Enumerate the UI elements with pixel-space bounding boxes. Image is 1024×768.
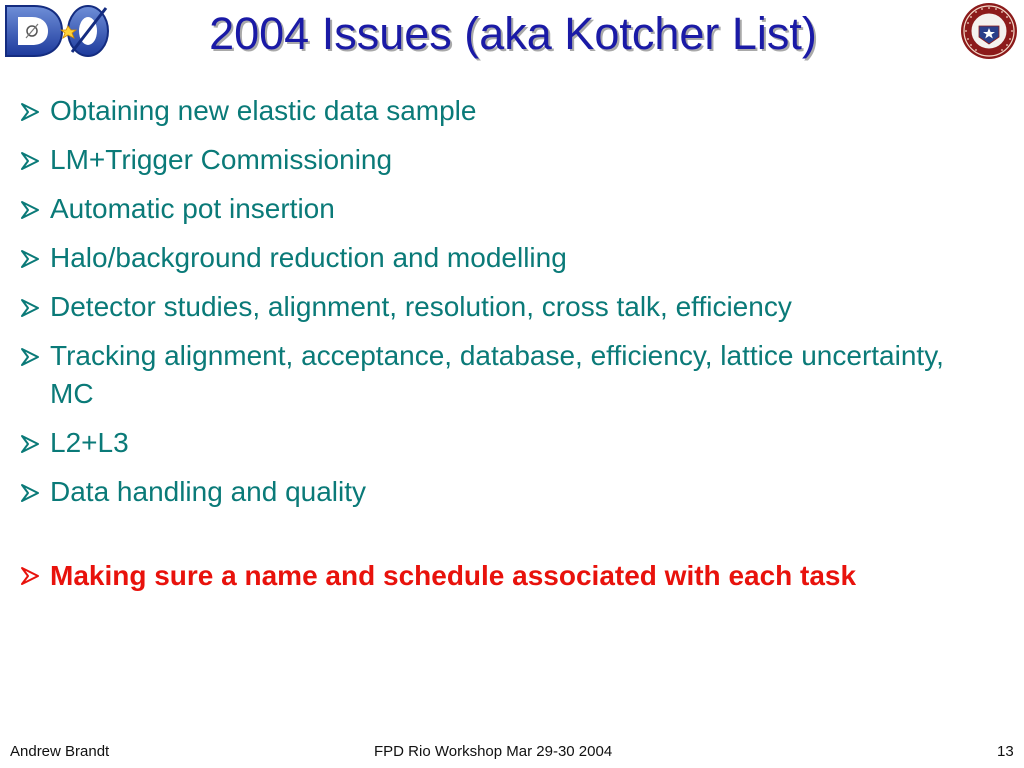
emphasis-list-item bbox=[20, 556, 980, 596]
list-item bbox=[20, 190, 980, 228]
footer-author: Andrew Brandt bbox=[10, 743, 110, 760]
bullet-text: Tracking alignment, acceptance, database, efficiency, lattice uncertainty, MC bbox=[50, 340, 944, 409]
arrow-bullet-icon bbox=[20, 566, 40, 586]
footer-page-number: 13 bbox=[997, 743, 1014, 760]
footer-event: FPD Rio Workshop Mar 29-30 2004 bbox=[374, 743, 613, 760]
bullet-text: Data handling and quality bbox=[50, 476, 367, 507]
arrow-bullet-icon bbox=[20, 347, 40, 367]
bullet-text: Obtaining new elastic data sample bbox=[50, 95, 477, 126]
list-item bbox=[20, 92, 980, 130]
bullet-text: Halo/background reduction and modelling bbox=[50, 242, 567, 273]
arrow-bullet-icon bbox=[20, 249, 40, 269]
bullet-text: L2+L3 bbox=[50, 427, 129, 458]
arrow-bullet-icon bbox=[20, 434, 40, 454]
list-item bbox=[20, 473, 980, 511]
arrow-bullet-icon bbox=[20, 102, 40, 122]
list-item bbox=[20, 239, 980, 277]
arrow-bullet-icon bbox=[20, 200, 40, 220]
university-seal bbox=[960, 2, 1018, 60]
d0-logo bbox=[2, 0, 112, 62]
list-item bbox=[20, 288, 980, 326]
arrow-bullet-icon bbox=[20, 151, 40, 171]
bullet-text: Detector studies, alignment, resolution, cross talk, efficiency bbox=[50, 291, 792, 322]
arrow-bullet-icon bbox=[20, 483, 40, 503]
bullet-list bbox=[20, 92, 980, 607]
slide-title: 2004 Issues (aka Kotcher List) bbox=[209, 8, 817, 59]
bullet-text: Automatic pot insertion bbox=[50, 193, 335, 224]
list-item bbox=[20, 337, 980, 413]
arrow-bullet-icon bbox=[20, 298, 40, 318]
list-item bbox=[20, 424, 980, 462]
emphasis-bullet-text: Making sure a name and schedule associated with each task bbox=[50, 560, 857, 591]
list-item bbox=[20, 141, 980, 179]
bullet-text: LM+Trigger Commissioning bbox=[50, 144, 393, 175]
